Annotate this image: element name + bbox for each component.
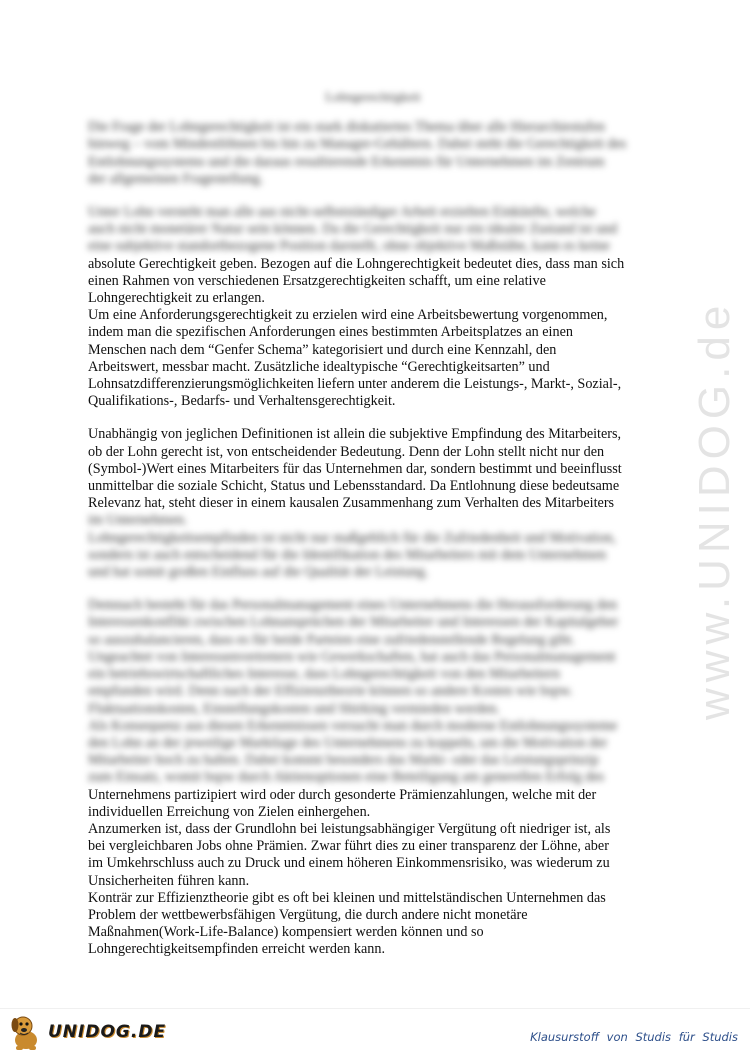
paragraph-anforderungsgerechtigkeit — [88, 307, 658, 410]
text-line: Als Konsequenz aus diesen Erkenntnissen versucht man durch moderne Entlohnungssysteme — [88, 717, 618, 734]
text-line: Anzumerken ist, dass der Grundlohn bei leistungsabhängiger Vergütung oft niedriger ist, als — [88, 820, 611, 837]
text-line: Lohnsatzdifferenzierungsmöglichkeiten liefern unter anderem die Leistungs-, Markt-, Sozial-, — [88, 376, 622, 393]
watermark: www.UNIDOG.de — [690, 299, 739, 720]
paragraph-personalmanagement — [88, 597, 658, 958]
text-line: Unsicherheiten führen kann. — [88, 872, 250, 889]
text-line: empfunden wird. Denn nach der Effizienztheorie können so andere Kosten wie bspw. — [88, 683, 573, 700]
text-line: Die Frage der Lohngerechtigkeit ist ein stark diskutiertes Thema über alle Hierarchiestufen — [88, 119, 605, 136]
text-line: Relevanz hat, steht dieser in einem kausalen Zusammenhang zum Verhalten des Mitarbeiters — [88, 495, 615, 512]
text-line: und hat somit großen Einfluss auf die Qualität der Leistung. — [88, 564, 429, 581]
document-title: Lohngerechtigkeit — [325, 89, 421, 104]
text-line: Mitarbeiter hoch zu halten. Dabei kommt besonders das Markt- oder das Leistungsprinzip — [88, 752, 599, 769]
text-line: Konträr zur Effizienztheorie gibt es oft bei kleinen und mittelständischen Unternehmen das — [88, 889, 606, 906]
text-line: individuellen Erreichung von Zielen einhergehen. — [88, 803, 371, 820]
text-line: hinweg – vom Mindestlöhnen bis hin zu Manager-Gehältern. Dabei steht die Gerechtigkeit des — [88, 136, 627, 153]
text-line: eine subjektive standortbezogene Position darstellt, ohne objektive Maßstäbe, kann es keine — [88, 238, 610, 255]
blurred-section — [88, 204, 658, 256]
text-line: Unabhängig von jeglichen Definitionen ist allein die subjektive Empfindung des Mitarbeiters, — [88, 426, 622, 443]
text-line: Problem der wettbewerbsfähigen Vergütung, die durch andere nicht monetäre — [88, 906, 528, 923]
text-line: den Lohn an der jeweilige Marktlage des Unternehmens zu koppeln, um die Motivation der — [88, 734, 608, 751]
unidog-logo[interactable] — [6, 1012, 166, 1052]
text-line: Maßnahmen(Work-Life-Balance) kompensiert werden können und so — [88, 924, 484, 941]
text-line: Entlohnungssystems und die daraus resultierende Erkenntnis für Unternehmen im Zentrum — [88, 153, 605, 170]
text-line: Fluktuationskosten, Einstellungskosten und Shirking vermieden werden. — [88, 700, 500, 717]
text-line: auch nicht monetärer Natur sein können. Da die Gerechtigkeit nur ein idealer Zustand ist und — [88, 221, 618, 238]
text-line: Qualifikations-, Bedarfs- und Verhaltensgerechtigkeit. — [88, 393, 396, 410]
text-line: bei vergleichbaren Jobs ohne Prämien. Zwar führt dies zu einer transparenz der Löhne, aber — [88, 838, 609, 855]
text-line: sondern ist auch entscheidend für die Identifikation des Mitarbeiters mit dem Unternehmen — [88, 546, 607, 563]
blurred-section — [88, 512, 658, 581]
paragraph-subjektive-empfindung — [88, 426, 658, 581]
text-line: zum Einsatz, womit bspw durch Aktienoptionen eine Beteiligung am generellen Erfolg des — [88, 769, 605, 786]
text-line: (Symbol-)Wert eines Mitarbeiters für das Unternehmen dar, sondern bestimmt und beeinflusst — [88, 460, 622, 477]
paragraph-lohn-definition — [88, 204, 658, 307]
text-line: Lohngerechtigkeitsempfinden erreicht werden kann. — [88, 941, 386, 958]
text-line: so auszubalancieren, dass es für beide Parteien eine zufriedenstellende Regelung gibt. — [88, 631, 575, 648]
footer-slogan: Klausurstoff von Studis für Studis — [530, 1030, 738, 1044]
text-line: absolute Gerechtigkeit geben. Bezogen auf die Lohngerechtigkeit bedeutet dies, dass man sich — [88, 255, 625, 272]
text-line: der allgemeinen Fragestellung. — [88, 170, 264, 187]
document-body — [88, 88, 658, 975]
blurred-section — [88, 597, 658, 786]
text-line: Lohngerechtigkeit zu erlangen. — [88, 290, 265, 307]
text-line: ob der Lohn gerecht ist, von entscheidender Bedeutung. Denn der Lohn stellt nicht nur den — [88, 443, 605, 460]
text-line: im Umkehrschluss auch zu Druck und einem höheren Einkommensrisiko, was wiederum zu — [88, 855, 610, 872]
text-line: im Unternehmen. — [88, 512, 188, 529]
text-line: Unter Lohn versteht man alle aus nicht-selbstständiger Arbeit erzielten Einkünfte, welche — [88, 204, 596, 221]
text-line: Unternehmens partizipiert wird oder durch gesonderte Prämienzahlungen, welche mit der — [88, 786, 597, 803]
text-line: Demnach besteht für das Personalmanagement eines Unternehmens die Herausforderung den — [88, 597, 618, 614]
text-line: Ungeachtet von Interessenvertretern wie Gewerkschaften, hat auch das Personalmanagement — [88, 648, 616, 665]
dog-mascot-icon — [6, 1012, 46, 1052]
text-line: unmittelbar die soziale Schicht, Status und Lebensstandard. Da Entlohnung diese bedeutsame — [88, 478, 620, 495]
footer-divider — [0, 1008, 750, 1009]
text-line: Um eine Anforderungsgerechtigkeit zu erzielen wird eine Arbeitsbewertung vorgenommen, — [88, 307, 608, 324]
text-line: Lohngerechtigkeitsempfinden ist nicht nur maßgeblich für die Zufriedenheit und Motivation, — [88, 529, 616, 546]
logo-text: UNIDOG.DE — [48, 1022, 167, 1042]
text-line: indem man die spezifischen Anforderungen eines bestimmten Arbeitsplatzes an einen — [88, 324, 573, 341]
text-line: Menschen nach dem “Genfer Schema” kategorisiert und durch eine Kennzahl, den — [88, 341, 557, 358]
paragraph-intro — [88, 119, 658, 188]
text-line: einen Rahmen von verschiedenen Ersatzgerechtigkeiten schafft, um eine relative — [88, 272, 546, 289]
text-line: Interessenkonflikt zwischen Lohnansprüchen der Mitarbeiter und Interessen der Kapitalgeber — [88, 614, 619, 631]
text-line: Arbeitswert, messbar macht. Zusätzliche idealtypische “Gerechtigkeitsarten” und — [88, 358, 550, 375]
text-line: ein betriebswirtschaftliches Interesse, dass Lohngerechtigkeit von den Mitarbeitern — [88, 666, 560, 683]
